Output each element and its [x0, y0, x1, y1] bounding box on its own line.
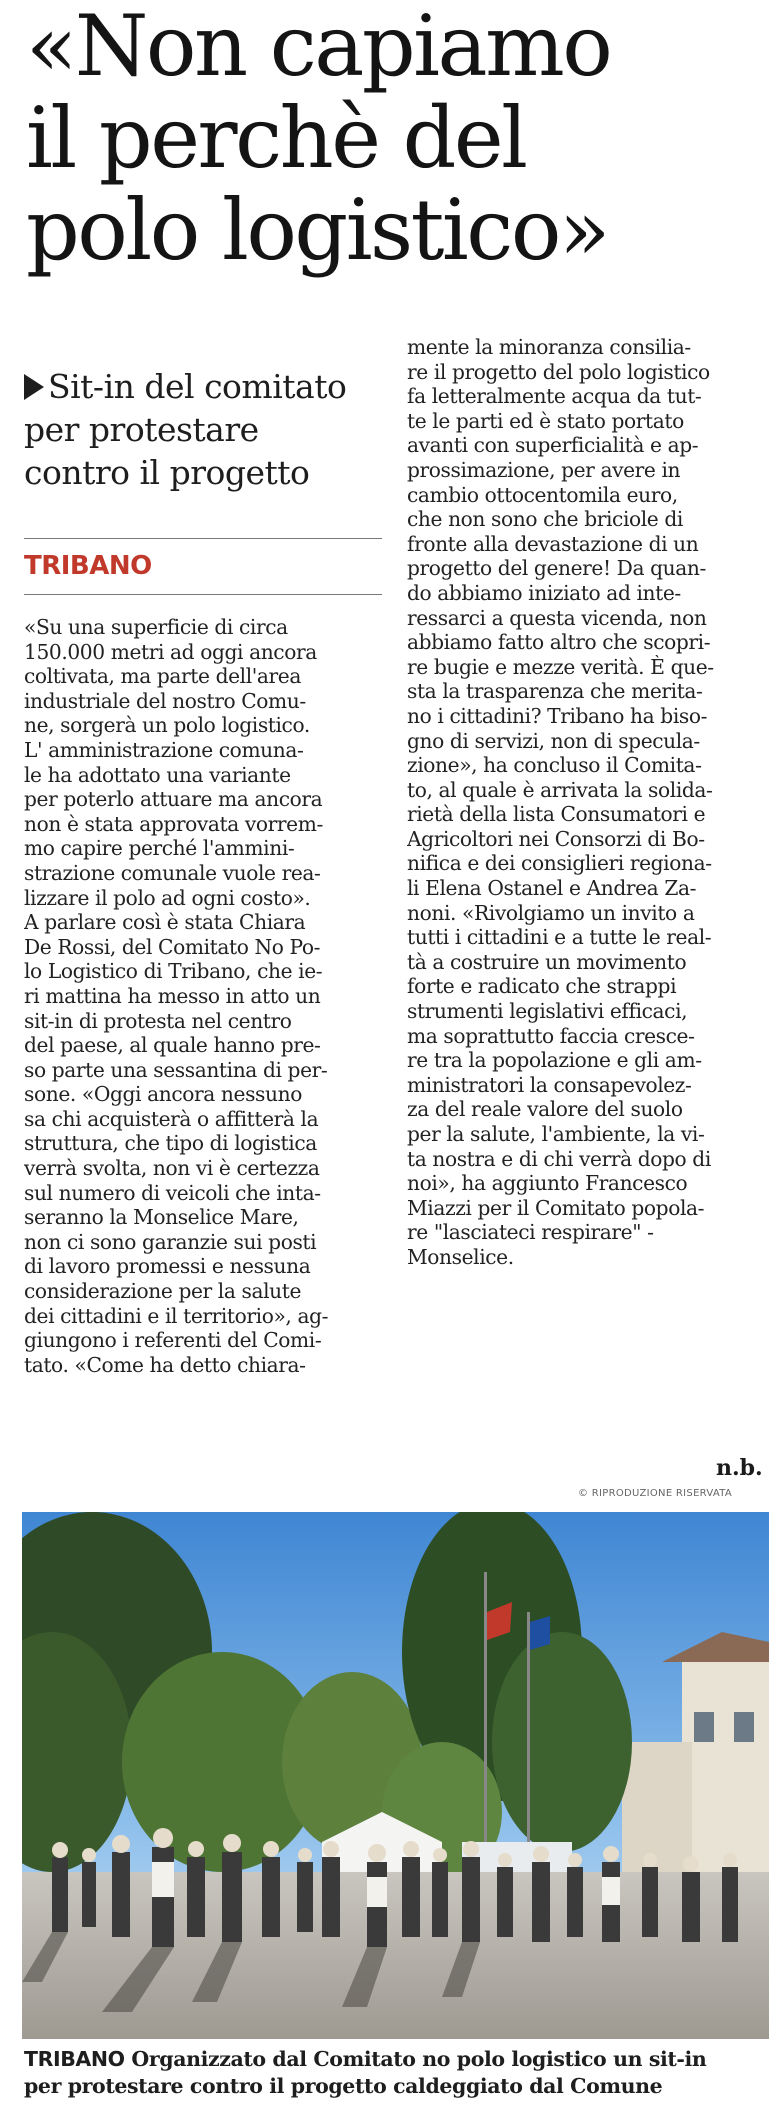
- caption-text: Organizzato dal Comitato no polo logistico un sit-in: [131, 2047, 707, 2071]
- article-text-line: non ci sono garanzie sui posti: [24, 1229, 317, 1254]
- article-text-line: lizzare il polo ad ogni costo».: [24, 885, 311, 910]
- article-text-line: za del reale valore del suolo: [407, 1097, 683, 1122]
- headline-line: il perchè del: [26, 89, 526, 187]
- article-text-line: tà a costruire un movimento: [407, 949, 687, 974]
- article-text-line: per la salute, l'ambiente, la vi-: [407, 1122, 705, 1146]
- article-text-line: cambio ottocentomila euro,: [407, 482, 678, 507]
- article-text-line: industriale del nostro Comu-: [24, 688, 306, 713]
- article-text-line: ressarci a questa vicenda, non: [407, 605, 707, 630]
- article-text-line: sul numero di veicoli che inta-: [24, 1180, 321, 1205]
- caption-line: [24, 2046, 769, 2073]
- article-text-line: giungono i referenti del Comi-: [24, 1328, 322, 1353]
- article-text-line: le ha adottato una variante: [24, 762, 291, 787]
- article-text-line: prossimazione, per avere in: [407, 457, 681, 482]
- article-text-line: re "lasciateci respirare" -: [407, 1220, 654, 1245]
- article-text-line: sa chi acquisterà o affitterà la: [24, 1106, 319, 1131]
- article-text-line: del paese, al quale hanno pre-: [24, 1033, 321, 1058]
- news-photo: [22, 1512, 769, 2039]
- article-text-line: seranno la Monselice Mare,: [24, 1205, 299, 1230]
- article-text-line: «Su una superficie di circa: [24, 615, 288, 639]
- article-text-line: fronte alla devastazione di un: [407, 531, 699, 556]
- article-text-line: forte e radicato che strappi: [407, 974, 677, 999]
- article-text-line: to, al quale è arrivata la solida-: [407, 777, 713, 802]
- article-text-line: Monselice.: [407, 1244, 514, 1269]
- article-text-line: no i cittadini? Tribano ha biso-: [407, 703, 708, 728]
- subheadline-line: per protestare: [24, 410, 259, 449]
- article-text-line: ma soprattutto faccia cresce-: [407, 1023, 695, 1048]
- article-text-line: do abbiamo iniziato ad inte-: [407, 580, 681, 605]
- caption-place: TRIBANO: [24, 2047, 125, 2071]
- subheadline-line: [24, 365, 384, 408]
- article-text-line: gno di servizi, non di specula-: [407, 728, 700, 753]
- article-text-line: A parlare così è stata Chiara: [24, 910, 306, 935]
- article-text-line: strazione comunale vuole rea-: [24, 860, 321, 885]
- article-text-line: lo Logistico di Tribano, che ie-: [24, 959, 323, 984]
- subheadline: [24, 365, 384, 494]
- article-text-line: per poterlo attuare ma ancora: [24, 787, 323, 812]
- article-text-line: fa letteralmente acqua da tut-: [407, 384, 702, 409]
- article-text-line: Agricoltori nei Consorzi di Bo-: [407, 826, 705, 851]
- author-signature: n.b.: [716, 1455, 763, 1481]
- article-text-line: L' amministrazione comuna-: [24, 737, 304, 762]
- article-text-line: abbiamo fatto altro che scopri-: [407, 630, 711, 655]
- photo-caption: [24, 2046, 769, 2100]
- article-text-line: strumenti legislativi efficaci,: [407, 999, 688, 1024]
- subheadline-text: Sit-in del comitato: [48, 367, 347, 406]
- article-text-line: Miazzi per il Comitato popola-: [407, 1195, 705, 1220]
- article-text-line: re tra la popolazione e gli am-: [407, 1048, 702, 1073]
- article-text-line: noi», ha aggiunto Francesco: [407, 1171, 688, 1196]
- article-text-line: che non sono che briciole di: [407, 507, 683, 532]
- article-text-line: 150.000 metri ad oggi ancora: [24, 639, 317, 664]
- article-text-line: noni. «Rivolgiamo un invito a: [407, 900, 695, 925]
- article-text-line: te le parti ed è stato portato: [407, 408, 684, 433]
- caption-line: per protestare contro il progetto caldeggiato dal Comune: [24, 2074, 663, 2098]
- article-text-line: re bugie e mezze verità. È que-: [407, 654, 714, 679]
- triangle-bullet-icon: [24, 374, 44, 400]
- headline-line: polo logistico»: [26, 181, 608, 279]
- article-text-line: mente la minoranza consilia-: [407, 335, 691, 359]
- article-text-line: sone. «Oggi ancora nessuno: [24, 1082, 302, 1107]
- headline-line: «Non capiamo: [26, 0, 611, 95]
- article-text-line: De Rossi, del Comitato No Po-: [24, 934, 321, 959]
- article-text-line: sit-in di protesta nel centro: [24, 1008, 292, 1033]
- article-text-line: nifica e dei consiglieri regiona-: [407, 851, 712, 876]
- article-text-line: ne, sorgerà un polo logistico.: [24, 713, 310, 738]
- article-column-1: [24, 615, 382, 1377]
- article-text-line: rietà della lista Consumatori e: [407, 802, 706, 827]
- sit-in-photo: [22, 1512, 769, 2039]
- article-text-line: progetto del genere! Da quan-: [407, 556, 706, 581]
- article-text-line: dei cittadini e il territorio», ag-: [24, 1303, 329, 1328]
- subheadline-line: contro il progetto: [24, 453, 310, 492]
- article-text-line: verrà svolta, non vi è certezza: [24, 1156, 320, 1181]
- article-column-2: [407, 335, 765, 1270]
- article-text-line: tato. «Come ha detto chiara-: [24, 1352, 306, 1377]
- kicker-location: TRIBANO: [24, 551, 152, 581]
- article-text-line: ta nostra e di chi verrà dopo di: [407, 1146, 711, 1171]
- article-text-line: li Elena Ostanel e Andrea Za-: [407, 876, 697, 901]
- article-text-line: so parte una sessantina di per-: [24, 1057, 328, 1082]
- article-text-line: ri mattina ha messo in atto un: [24, 983, 321, 1008]
- divider: [24, 538, 382, 539]
- article-text-line: avanti con superficialità e ap-: [407, 433, 699, 458]
- article-text-line: di lavoro promessi e nessuna: [24, 1254, 311, 1279]
- article-text-line: tutti i cittadini e a tutte le real-: [407, 925, 712, 950]
- article-text-line: ministratori la consapevolez-: [407, 1072, 692, 1097]
- article-text-line: mo capire perché l'ammini-: [24, 836, 295, 861]
- copyright-note: © RIPRODUZIONE RISERVATA: [578, 1488, 733, 1499]
- article-text-line: re il progetto del polo logistico: [407, 359, 710, 384]
- article-text-line: sta la trasparenza che merita-: [407, 679, 703, 704]
- article-text-line: struttura, che tipo di logistica: [24, 1131, 317, 1156]
- article-text-line: coltivata, ma parte dell'area: [24, 664, 301, 689]
- article-text-line: considerazione per la salute: [24, 1279, 302, 1304]
- article-text-line: non è stata approvata vorrem-: [24, 811, 323, 836]
- headline: [26, 0, 766, 279]
- article-text-line: zione», ha concluso il Comita-: [407, 753, 702, 778]
- divider: [24, 594, 382, 595]
